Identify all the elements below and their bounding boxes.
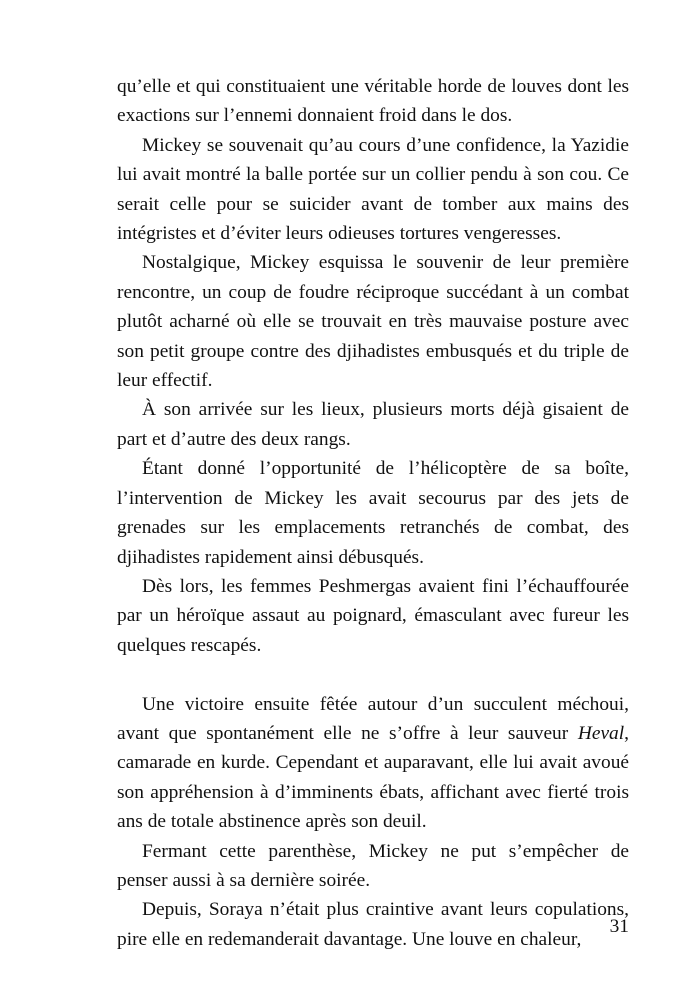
paragraph: Depuis, Soraya n’était plus craintive avant leurs copulations, pire elle en redemanderait davantage. Une louve en chaleur, <box>117 899 629 950</box>
paragraph: Dès lors, les femmes Peshmergas avaient fini l’échauffourée par un héroïque assaut au poignard, émasculant avec fureur les quelques rescapés. <box>117 575 629 656</box>
paragraph: Étant donné l’opportunité de l’hélicoptère de sa boîte, l’intervention de Mickey les avait secourus par des jets de grenades sur les emplacements retranchés de combat, des djihadistes rapidement ainsi débusqués. <box>117 458 629 568</box>
paragraph-text: Une victoire ensuite fêtée autour d’un succulent méchoui, avant que spontanément elle ne s’offre à leur sauveur <box>117 693 629 744</box>
paragraph: Fermant cette parenthèse, Mickey ne put s’empêcher de penser aussi à sa dernière soirée. <box>117 840 629 891</box>
paragraph: Mickey se souvenait qu’au cours d’une confidence, la Yazidie lui avait montré la balle portée sur un collier pendu à son cou. Ce serait celle pour se suicider avant de tomber aux mains des intégristes et d’éviter leurs odieuses tortures vengeresses. <box>117 134 629 245</box>
page-number: 31 <box>609 916 629 937</box>
page-body <box>117 72 629 954</box>
section-break <box>117 660 629 689</box>
paragraph-text: , camarade en kurde. Cependant et auparavant, elle lui avait avoué son appréhension à d’imminents ébats, affichant avec fierté trois ans de totale abstinence après son deuil. <box>117 722 629 833</box>
paragraph: qu’elle et qui constituaient une véritable horde de louves dont les exactions sur l’ennemi donnaient froid dans le dos. <box>117 76 629 127</box>
paragraph: Nostalgique, Mickey esquissa le souvenir de leur première rencontre, un coup de foudre réciproque succédant à un combat plutôt acharné où elle se trouvait en très mauvaise posture avec son petit groupe contre des djihadistes embusqués et du triple de leur effectif. <box>117 252 629 392</box>
paragraph <box>117 690 629 837</box>
paragraph: À son arrivée sur les lieux, plusieurs morts déjà gisaient de part et d’autre des deux rangs. <box>117 399 629 450</box>
emphasized-word: Heval <box>577 722 625 744</box>
